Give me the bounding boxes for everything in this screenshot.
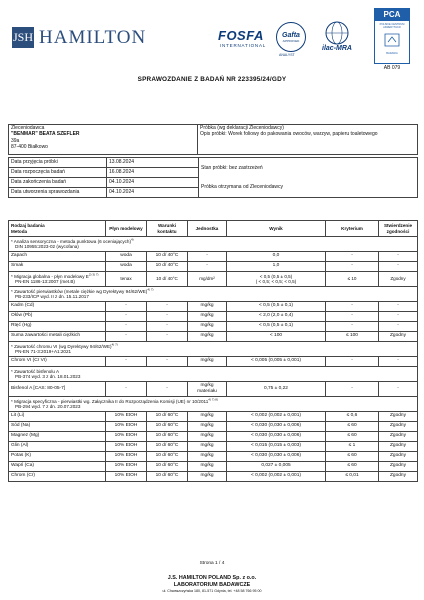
table-row — [9, 262, 418, 272]
pca-number: AB 079 — [383, 65, 401, 71]
col-model-fluid: Płyn modelowy — [106, 221, 147, 237]
cell-fluid: 10% EtOH — [106, 422, 147, 432]
cell-result: 0,027 ± 0,005 — [227, 462, 326, 472]
cell-fluid: - — [106, 302, 147, 312]
ilac-text: ilac-MRA — [322, 45, 352, 52]
cell-test: Glin (Al) — [9, 442, 106, 452]
col-criterion: Kryterium — [326, 221, 379, 237]
cell-compliance: Zgodny — [379, 422, 418, 432]
client-street: 39a — [11, 137, 20, 144]
report-title: SPRAWOZDANIE Z BADAŃ NR 223395/24/GDY — [137, 76, 287, 83]
cell-compliance: - — [379, 302, 418, 312]
cell-criterion: ≤ 10 — [326, 272, 379, 287]
cell-result: < 0,5 (0,5 ± 0,5) ( < 0,5; < 0,5; < 0,5) — [227, 272, 326, 287]
cell-conditions: 10 d/ 60°C — [147, 422, 188, 432]
pca-subtext-2: BADANIA — [386, 52, 398, 55]
table-row — [9, 312, 418, 322]
cell-fluid: 10% EtOH — [106, 432, 147, 442]
cell-result: < 0,030 (0,030 ± 0,006) — [227, 422, 326, 432]
cell-compliance: Zgodny — [379, 412, 418, 422]
section-row — [9, 237, 418, 252]
cell-unit: mg/kg — [188, 412, 227, 422]
section-metals: * Zawartość pierwiastków (metale ciężkie wg Dyrektywy 94/62/WE)$^{4) 7)}$ PB-233/ICP wyd. II z dn. 15.11.2017 — [9, 287, 418, 302]
section-method: DIN 10955:2023-02 (wycofana) — [15, 244, 79, 249]
cell-compliance: Zgodny — [379, 462, 418, 472]
cell-test: Rtęć (Hg) — [9, 322, 106, 332]
section-title: * Migracja specyficzna - pierwiastki wg. Załącznika II do Rozporządzenia Komisji (UE) nr 10/2011 — [11, 398, 209, 404]
cell-fluid: - — [106, 322, 147, 332]
table-row — [9, 272, 418, 287]
cell-criterion: - — [326, 312, 379, 322]
cell-unit: mg/kg — [188, 312, 227, 322]
cell-fluid: - — [106, 332, 147, 342]
cell-unit: mg/kg — [188, 472, 227, 482]
cell-conditions: - — [147, 302, 188, 312]
table-row — [9, 472, 418, 482]
cell-test: Magnez (Mg) — [9, 432, 106, 442]
cell-compliance: - — [379, 322, 418, 332]
cell-criterion: - — [326, 357, 379, 367]
cell-conditions: 10 d/ 60°C — [147, 442, 188, 452]
col-result: Wynik — [227, 221, 326, 237]
cell-conditions: 10 d/ 40°C — [147, 272, 188, 287]
section-method: PN-EN 1186-13:2007 (met.B) — [15, 279, 75, 284]
cell-fluid: 10% EtOH — [106, 412, 147, 422]
cell-fluid: woda — [106, 262, 147, 272]
dates-table — [8, 157, 418, 198]
section-row — [9, 367, 418, 382]
cell-conditions: 10 d/ 60°C — [147, 432, 188, 442]
cell-test: Ołów (Pb) — [9, 312, 106, 322]
cell-conditions: - — [147, 322, 188, 332]
ilac-globe-icon — [316, 19, 358, 59]
table-row — [9, 357, 418, 367]
cell-unit: - — [188, 262, 227, 272]
cell-compliance: - — [379, 312, 418, 322]
cell-test: Potas (K) — [9, 452, 106, 462]
cell-criterion: ≤ 0,6 — [326, 412, 379, 422]
cell-unit: mg/dm² — [188, 272, 227, 287]
cell-fluid: 10% EtOH — [106, 442, 147, 452]
cell-compliance: - — [379, 252, 418, 262]
cell-unit: mg/kg — [188, 432, 227, 442]
cell-conditions: - — [147, 312, 188, 322]
cell-criterion: - — [326, 382, 379, 397]
client-name: "BENMAR" BEATA SZEFLER — [11, 131, 80, 138]
cell-test: Lit (Li) — [9, 412, 106, 422]
table-row — [9, 302, 418, 312]
gafta-logo — [276, 22, 306, 52]
cell-result: 0,75 ± 0,22 — [227, 382, 326, 397]
client-label: Zleceniodawca — [11, 125, 45, 131]
date-label: Data utworzenia sprawozdania — [9, 188, 107, 198]
cell-result: < 0,015 (0,015 ± 0,003) — [227, 442, 326, 452]
cell-result: 1,0 — [227, 262, 326, 272]
client-sample-table — [8, 124, 418, 155]
cell-criterion: - — [326, 262, 379, 272]
table-row — [9, 322, 418, 332]
cell-conditions: - — [147, 382, 188, 397]
table-row — [9, 452, 418, 462]
table-row — [9, 332, 418, 342]
cell-criterion: - — [326, 322, 379, 332]
gafta-below-text: ANALYST — [279, 53, 295, 57]
section-title: * Analiza sensoryczna - metoda punktowa (6 oceniających) — [11, 238, 132, 244]
cell-result: < 2,0 (2,0 ± 0,4) — [227, 312, 326, 322]
date-value: 16.08.2024 — [107, 168, 199, 178]
cell-unit: mg/kg — [188, 332, 227, 342]
sample-description: Opis próbki: Worek foliowy do pakowania owoców, warzyw, papieru toaletowego — [200, 131, 378, 138]
section-title: * Zawartość chromu VI (wg Dyrektywy 94/62/WE) — [11, 343, 112, 349]
cell-unit: mg/kg — [188, 322, 227, 332]
col-compliance: Stwierdzenie zgodności — [379, 221, 418, 237]
cell-fluid: 10% EtOH — [106, 452, 147, 462]
section-row — [9, 287, 418, 302]
cell-fluid: - — [106, 382, 147, 397]
table-row — [9, 382, 418, 397]
section-row — [9, 397, 418, 412]
section-method: PB-374 wyd. 3 z dn. 18.01.2023 — [15, 374, 81, 379]
section-row — [9, 342, 418, 357]
cell-test: Chrom VI (Cr VI) — [9, 357, 106, 367]
sample-declaration: Próbka (wg deklaracji Zleceniodawcy) — [200, 125, 284, 131]
table-row — [9, 442, 418, 452]
pca-subtext: POLSKIE CENTRUM AKREDYTACJI — [379, 23, 405, 29]
cell-fluid: - — [106, 312, 147, 322]
date-label: Data przyjęcia próbki — [9, 158, 107, 168]
cell-conditions: 10 d/ 40°C — [147, 252, 188, 262]
cell-compliance: Zgodny — [379, 432, 418, 442]
cell-test: Kadm (Cd) — [9, 302, 106, 312]
cell-result: < 0,5 (0,5 ± 0,1) — [227, 302, 326, 312]
cell-compliance: Zgodny — [379, 472, 418, 482]
table-row — [9, 252, 418, 262]
cell-test: * Migracja globalna - płyn modelowy $E^{2) 3) 7)}$ PN-EN 1186-13:2007 (met.B) — [9, 272, 106, 287]
section-title: * Migracja globalna - płyn modelowy E — [11, 273, 89, 279]
col-unit: Jednostka — [188, 221, 227, 237]
cell-criterion: ≤ 60 — [326, 452, 379, 462]
date-value: 13.08.2024 — [107, 158, 199, 168]
table-row — [9, 422, 418, 432]
cell-criterion: ≤ 1 — [326, 442, 379, 452]
section-sensory: * Analiza sensoryczna - metoda punktowa (6 oceniających)$^{4)}$ DIN 10955:2023-02 (wycofana) — [9, 237, 418, 252]
fosfa-subtext: INTERNATIONAL — [220, 43, 267, 48]
cell-compliance: Zgodny — [379, 272, 418, 287]
company-name: HAMILTON — [39, 27, 147, 48]
cell-conditions: 10 d/ 60°C — [147, 412, 188, 422]
cell-criterion: ≤ 60 — [326, 432, 379, 442]
cell-compliance: - — [379, 262, 418, 272]
section-title: * Zawartość pierwiastków (metale ciężkie wg Dyrektywy 94/62/WE) — [11, 288, 148, 294]
cell-criterion: ≤ 0,01 — [326, 472, 379, 482]
cell-result: < 0,5 (0,5 ± 0,1) — [227, 322, 326, 332]
cell-criterion: ≤ 60 — [326, 462, 379, 472]
cell-criterion: - — [326, 252, 379, 262]
cell-fluid: tenax — [106, 272, 147, 287]
cell-unit: mg/kg — [188, 302, 227, 312]
date-value: 04.10.2024 — [107, 178, 199, 188]
cell-criterion: - — [326, 302, 379, 312]
results-table — [8, 220, 418, 482]
client-cell — [9, 125, 198, 155]
cell-result: 0,0 — [227, 252, 326, 262]
cell-result: < 0,002 (0,002 ± 0,001) — [227, 412, 326, 422]
col-test-method: Rodzaj badania Metoda — [9, 221, 106, 237]
col-contact-conditions: Warunki kontaktu — [147, 221, 188, 237]
sample-received: Próbka otrzymana od Zleceniodawcy — [199, 178, 418, 198]
cell-conditions: 10 d/ 60°C — [147, 472, 188, 482]
fosfa-logo — [218, 28, 274, 52]
cell-result: < 0,002 (0,002 ± 0,001) — [227, 472, 326, 482]
cell-unit: mg/kg — [188, 452, 227, 462]
cell-test: Sód (Na) — [9, 422, 106, 432]
cell-result: < 100 — [227, 332, 326, 342]
cell-conditions: 10 d/ 60°C — [147, 452, 188, 462]
cell-fluid: 10% EtOH — [106, 462, 147, 472]
cell-compliance: Zgodny — [379, 332, 418, 342]
footer — [0, 575, 424, 594]
cell-unit: mg/kg — [188, 462, 227, 472]
table-row — [9, 462, 418, 472]
cell-unit: - — [188, 252, 227, 262]
footer-company: J.S. HAMILTON POLAND Sp. z o.o. — [167, 575, 257, 581]
cell-conditions: - — [147, 332, 188, 342]
pca-text: PCA — [375, 9, 409, 21]
cell-conditions: 10 d/ 40°C — [147, 262, 188, 272]
section-method: PB-294 wyd. 7 z dn. 20.07.2023 — [15, 404, 81, 409]
cell-criterion: ≤ 100 — [326, 332, 379, 342]
cell-test: Wapń (Ca) — [9, 462, 106, 472]
fosfa-text: FOSFA — [218, 28, 264, 43]
footer-lab: LABORATORIUM BADAWCZE — [173, 582, 251, 588]
footer-address: ul. Chwaszczyńska 180, 81-571 Gdynia, tel. +48 58 766 95 00 — [162, 589, 262, 593]
section-title: * Zawartość bisfenolu A — [11, 368, 60, 374]
cell-compliance: - — [379, 382, 418, 397]
table-row — [9, 432, 418, 442]
cell-criterion: ≤ 60 — [326, 422, 379, 432]
section-specific-migration: * Migracja specyficzna - pierwiastki wg. Załącznika II do Rozporządzenia Komisji (UE) nr $10/2011^{4) 7) 8)}$ PB-294 wyd. 7 z dn. 20.07.2023 — [9, 397, 418, 412]
gafta-text: Gafta — [282, 32, 300, 39]
cell-unit: mg/kg — [188, 442, 227, 452]
cell-test: Chrom (Cr) — [9, 472, 106, 482]
date-value: 04.10.2024 — [107, 188, 199, 198]
cell-compliance: Zgodny — [379, 442, 418, 452]
cell-result: < 0,030 (0,030 ± 0,006) — [227, 432, 326, 442]
section-method: PB-233/ICP wyd. II z dn. 15.11.2017 — [15, 294, 89, 299]
cell-fluid: - — [106, 357, 147, 367]
cell-test: Smak — [9, 262, 106, 272]
pca-accreditation-mark — [374, 8, 410, 64]
sample-state: Stan próbki: bez zastrzeżeń — [199, 158, 418, 178]
sample-cell — [198, 125, 418, 155]
cell-conditions: 10 d/ 60°C — [147, 462, 188, 472]
page-number: Strona 1 / 4 — [199, 561, 225, 566]
table-row — [9, 412, 418, 422]
results-header-row — [9, 221, 418, 237]
cell-test: Bisfenol A [CAS: 80-05-7] — [9, 382, 106, 397]
cell-result: < 0,005 (0,005 ± 0,001) — [227, 357, 326, 367]
cell-compliance: Zgodny — [379, 452, 418, 462]
section-method: PN-EN 71-3:2019+A1:2021 — [15, 349, 72, 354]
cell-conditions: - — [147, 357, 188, 367]
cell-unit: mg/kg — [188, 422, 227, 432]
cell-fluid: woda — [106, 252, 147, 262]
hamilton-logo-mark: JSH — [12, 27, 34, 48]
section-bisphenol — [9, 367, 418, 382]
pca-emblem-icon — [375, 30, 409, 50]
gafta-subtext: APPROVED — [282, 39, 300, 43]
cell-fluid: 10% EtOH — [106, 472, 147, 482]
client-city: 87-400 Białkowo — [11, 143, 48, 150]
cell-unit: mg/kg materiału — [188, 382, 227, 397]
date-label: Data zakończenia badań — [9, 178, 107, 188]
cell-test: Suma zawartości metali ciężkich — [9, 332, 106, 342]
cell-test: Zapach — [9, 252, 106, 262]
cell-result: < 0,030 (0,030 ± 0,006) — [227, 452, 326, 462]
section-chromium: * Zawartość chromu VI (wg Dyrektywy 94/62/WE)$^{4) 7)}$ PN-EN 71-3:2019+A1:2021 — [9, 342, 418, 357]
cell-compliance: - — [379, 357, 418, 367]
date-label: Data rozpoczęcia badań — [9, 168, 107, 178]
ilac-mra-logo — [316, 19, 358, 59]
report-header — [0, 0, 424, 70]
cell-unit: mg/kg — [188, 357, 227, 367]
